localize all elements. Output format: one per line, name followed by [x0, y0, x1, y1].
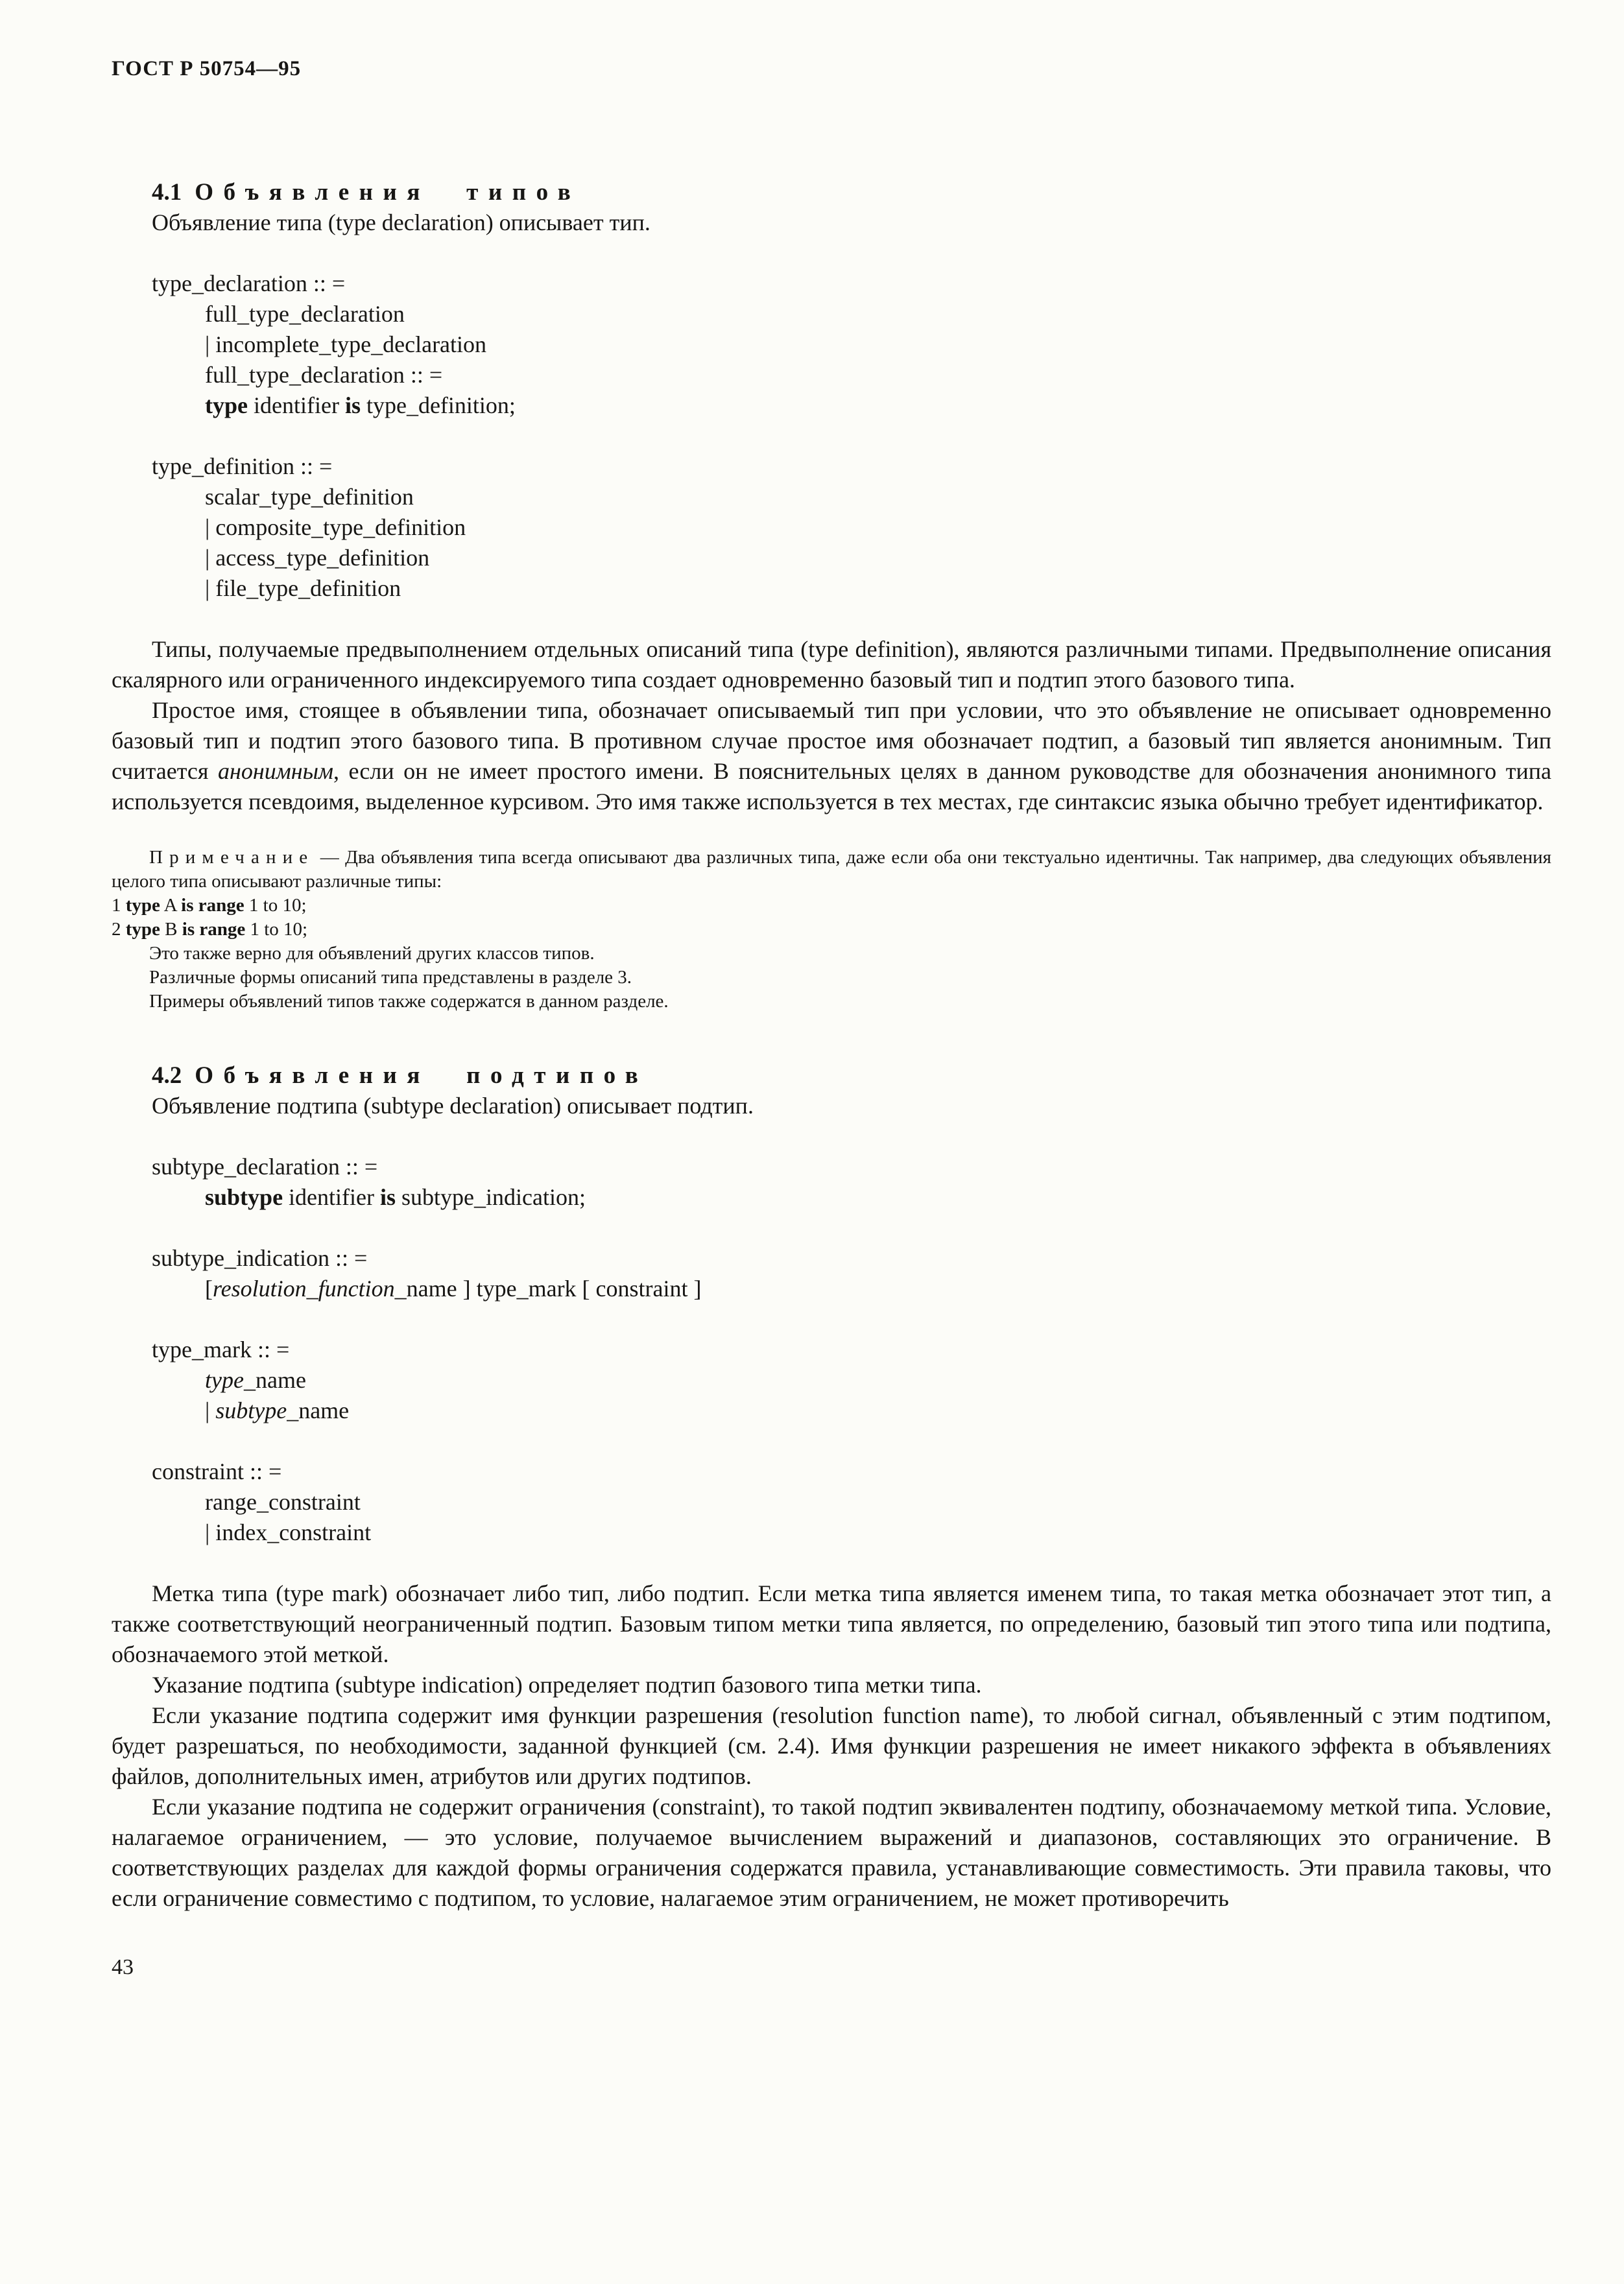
note-line: 2 type B is range 1 to 10; — [112, 919, 308, 940]
note-line: Различные формы описаний типа представлены в разделе 3. — [149, 967, 632, 988]
section-4-2-number: 4.2 — [152, 1062, 182, 1089]
bnf-line: type_mark :: = — [152, 1337, 290, 1362]
para: Простое имя, стоящее в объявлении типа, обозначает описываемый тип при условии, что это объявление не описывает одновременно базовый тип и подтип этого базового типа. В противном случае простое имя обозначает подтип, а базовый тип является анонимным. Тип считается анонимным, если он не имеет простого имени. В пояснительных целях в данном руководстве для обозначения анонимного типа используется псевдоимя, выделенное курсивом. Это имя также используется в тех местах, где синтаксис языка обычно требует идентификатор. — [112, 697, 1551, 815]
note-block — [112, 846, 1551, 1014]
section-4-1 — [112, 177, 1551, 1014]
doc-number-header: ГОСТ Р 50754—95 — [112, 57, 302, 80]
section-4-2-paragraphs — [112, 1578, 1551, 1914]
para: Метка типа (type mark) обозначает либо тип, либо подтип. Если метка типа является именем типа, то такая метка обозначает этот тип, а также соответствующий неограниченный подтип. Базовым типом метки типа является, по определению, базовый тип этого типа или подтипа, обозначаемого этой меткой. — [112, 1580, 1551, 1667]
bnf-line: type_name — [205, 1367, 306, 1393]
bnf-line: | file_type_definition — [205, 575, 401, 601]
bnf-type-declaration — [112, 268, 1551, 421]
section-4-1-title: Объявления типов — [195, 179, 581, 206]
bnf-line: full_type_declaration — [205, 301, 405, 327]
section-4-1-number: 4.1 — [152, 179, 182, 206]
bnf-line: | subtype_name — [205, 1398, 350, 1423]
note-line: Это также верно для объявлений других классов типов. — [149, 943, 595, 964]
bnf-constraint — [112, 1457, 1551, 1548]
para: Указание подтипа (subtype indication) определяет подтип базового типа метки типа. — [152, 1672, 982, 1698]
bnf-type-definition — [112, 451, 1551, 604]
bnf-line: | access_type_definition — [205, 545, 430, 571]
bnf-line: constraint :: = — [152, 1458, 282, 1484]
section-4-2-heading — [152, 1060, 1551, 1091]
note-line: 1 type A is range 1 to 10; — [112, 895, 307, 916]
bnf-line: range_constraint — [205, 1489, 361, 1515]
bnf-line: subtype_indication :: = — [152, 1245, 368, 1271]
section-4-1-paragraphs — [112, 634, 1551, 817]
bnf-line: | index_constraint — [205, 1519, 372, 1545]
bnf-line: [resolution_function_name ] type_mark [ constraint ] — [205, 1276, 702, 1302]
bnf-line: | incomplete_type_declaration — [205, 331, 487, 357]
bnf-type-mark — [112, 1335, 1551, 1426]
para: Если указание подтипа содержит имя функции разрешения (resolution function name), то любой сигнал, объявленный с этим подтипом, будет разрешаться, по необходимости, заданной функцией (см. 2.4). Имя функции разрешения не имеет никакого эффекта в объявлениях файлов, дополнительных имен, атрибутов или других подтипов. — [112, 1702, 1551, 1789]
bnf-line: subtype identifier is subtype_indication; — [205, 1184, 586, 1210]
section-4-2 — [112, 1060, 1551, 1914]
bnf-subtype-indication — [112, 1243, 1551, 1304]
bnf-line: full_type_declaration :: = — [205, 362, 443, 388]
bnf-line: type identifier is type_definition; — [205, 392, 516, 418]
page-number: 43 — [112, 1955, 134, 1979]
section-4-2-intro: Объявление подтипа (subtype declaration) описывает подтип. — [152, 1093, 754, 1119]
bnf-line: type_definition :: = — [152, 453, 333, 479]
bnf-line: subtype_declaration :: = — [152, 1154, 378, 1180]
bnf-line: scalar_type_definition — [205, 484, 414, 510]
bnf-subtype-declaration — [112, 1152, 1551, 1213]
note-line: Примеры объявлений типов также содержатся в данном разделе. — [149, 991, 669, 1012]
note-line: Примечание — Два объявления типа всегда описывают два различных типа, даже если оба они текстуально идентичны. Так например, два следующих объявления целого типа описывают различные типы: — [112, 847, 1551, 892]
para: Типы, получаемые предвыполнением отдельных описаний типа (type definition), являются различными типами. Предвыполнение описания скалярного или ограниченного индексируемого типа создает одновременно базовый тип и подтип этого базового типа. — [112, 636, 1551, 693]
para: Если указание подтипа не содержит ограничения (constraint), то такой подтип эквивалентен подтипу, обозначаемому меткой типа. Условие, налагаемое ограничением, — это условие, получаемое вычислением выражений и диапазонов, составляющих это ограничение. В соответствующих разделах для каждой формы ограничения содержатся правила, устанавливающие совместимость. Эти правила таковы, что если ограничение совместимо с подтипом, то условие, налагаемое этим ограничением, не может противоречить — [112, 1794, 1551, 1911]
section-4-2-title: Объявления подтипов — [195, 1062, 649, 1089]
bnf-line: | composite_type_definition — [205, 514, 466, 540]
section-4-1-heading — [152, 177, 1551, 208]
section-4-1-intro: Объявление типа (type declaration) описывает тип. — [152, 209, 651, 235]
bnf-line: type_declaration :: = — [152, 270, 346, 296]
